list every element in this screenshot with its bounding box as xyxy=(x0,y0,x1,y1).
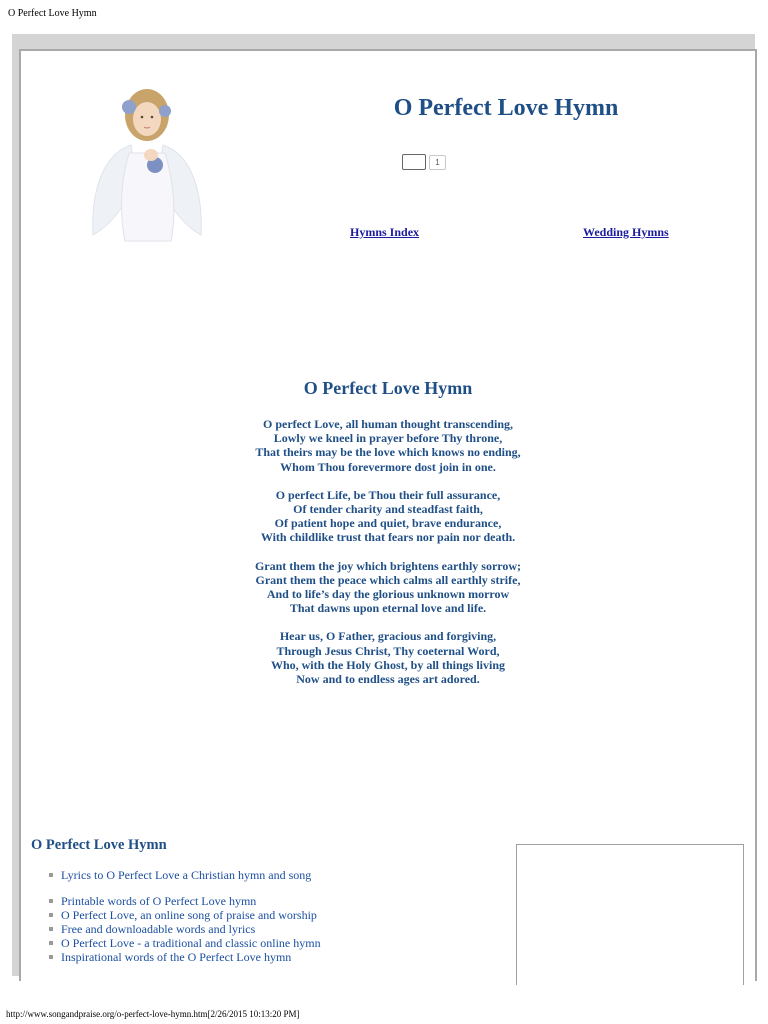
lyric-line: Of patient hope and quiet, brave endurance, xyxy=(274,516,502,531)
page-title: O Perfect Love Hymn xyxy=(393,95,619,121)
list-item-text: Free and downloadable words and lyrics xyxy=(61,922,256,936)
lyric-line: With childlike trust that fears nor pain nor death. xyxy=(260,530,516,545)
list-item xyxy=(49,908,321,922)
sidebar-title: O Perfect Love Hymn xyxy=(31,837,167,853)
print-header-title: O Perfect Love Hymn xyxy=(8,8,97,19)
lyric-line: That theirs may be the love which knows no ending, xyxy=(255,445,521,460)
lyric-line: Grant them the peace which calms all earthly strife, xyxy=(255,572,521,587)
list-item-text: Printable words of O Perfect Love hymn xyxy=(61,894,257,908)
list-item xyxy=(49,950,321,964)
lyric-line: O perfect Life, be Thou their full assurance, xyxy=(275,487,501,502)
lyric-line: Through Jesus Christ, Thy coeternal Word, xyxy=(276,643,500,658)
list-item xyxy=(49,922,321,936)
bullet-square-icon xyxy=(49,941,53,945)
lyric-line: Lowly we kneel in prayer before Thy throne, xyxy=(273,431,503,446)
wedding-hymns-link[interactable]: Wedding Hymns xyxy=(583,225,669,239)
list-item-text: Lyrics to O Perfect Love a Christian hymn and song xyxy=(61,868,312,882)
lyric-line: And to life’s day the glorious unknown morrow xyxy=(266,587,510,602)
lyric-line: Whom Thou forevermore dost join in one. xyxy=(280,459,496,474)
bullet-square-icon xyxy=(49,955,53,959)
lyric-line: Who, with the Holy Ghost, by all things living xyxy=(270,657,506,672)
list-item-text: O Perfect Love, an online song of praise and worship xyxy=(61,908,317,922)
google-plusone-widget xyxy=(402,154,448,170)
list-item-text: Inspirational words of the O Perfect Love hymn xyxy=(61,950,292,964)
stanza-2 xyxy=(21,488,755,545)
plusone-button[interactable] xyxy=(402,154,426,170)
lyrics-body xyxy=(21,417,755,700)
lyric-line: That dawns upon eternal love and life. xyxy=(289,601,487,616)
page-content xyxy=(19,49,757,981)
angel-image xyxy=(91,85,203,243)
list-item-text: O Perfect Love - a traditional and classic online hymn xyxy=(61,936,321,950)
ad-placeholder xyxy=(516,844,744,985)
lyric-line: Now and to endless ages art adored. xyxy=(296,672,480,687)
list-item xyxy=(49,936,321,950)
lyric-line: Of tender charity and steadfast faith, xyxy=(293,502,483,517)
bullet-square-icon xyxy=(49,899,53,903)
bullet-square-icon xyxy=(49,927,53,931)
lyric-line: Hear us, O Father, gracious and forgiving, xyxy=(279,629,497,644)
stanza-4 xyxy=(21,629,755,686)
bullet-square-icon xyxy=(49,913,53,917)
stanza-1 xyxy=(21,417,755,474)
print-footer-url: http://www.songandpraise.org/o-perfect-love-hymn.htm[2/26/2015 10:13:20 PM] xyxy=(6,1009,300,1019)
list-item xyxy=(49,868,321,882)
lyric-line: O perfect Love, all human thought transcending, xyxy=(262,417,513,431)
lyrics-title: O Perfect Love Hymn xyxy=(303,378,473,398)
stanza-3 xyxy=(21,559,755,616)
sidebar-list xyxy=(49,868,321,964)
plusone-count: 1 xyxy=(429,155,446,170)
bullet-square-icon xyxy=(49,873,53,877)
list-item xyxy=(49,894,321,908)
hymns-index-link[interactable]: Hymns Index xyxy=(350,225,420,239)
lyric-line: Grant them the joy which brightens earthly sorrow; xyxy=(254,558,522,573)
